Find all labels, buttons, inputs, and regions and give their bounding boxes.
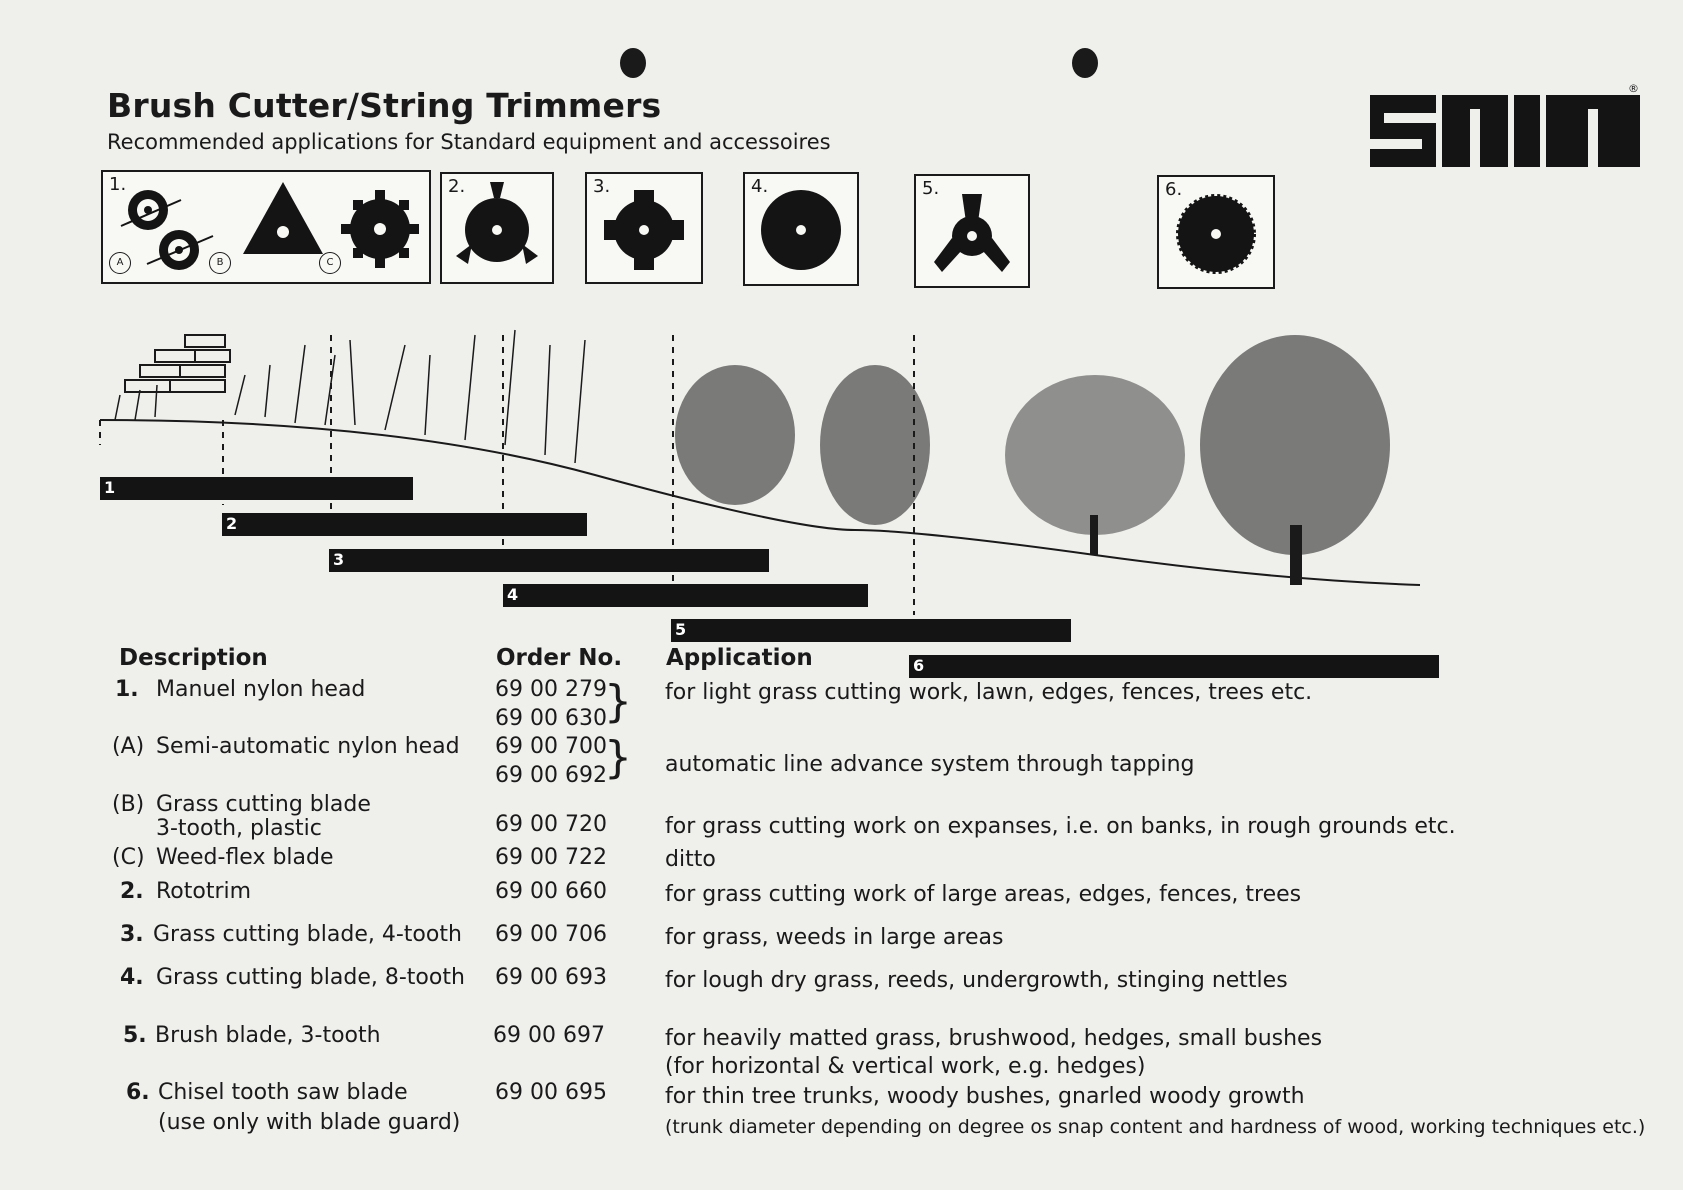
row-description: Manuel nylon head (156, 677, 366, 702)
saw-blade-icon (1159, 177, 1273, 287)
icon-label: 1. (109, 174, 127, 195)
row-description: Brush blade, 3-tooth (155, 1023, 381, 1048)
header-application: Application (666, 645, 813, 671)
row-application-line2: (for horizontal & vertical work, e.g. hedges) (665, 1054, 1146, 1079)
order-number: 69 00 700 (495, 734, 607, 759)
icon-label: 3. (593, 176, 611, 197)
row-description: Grass cutting blade, 8-tooth (156, 965, 465, 990)
order-number: 69 00 693 (495, 965, 607, 990)
row-number: 2. (120, 879, 144, 904)
row-application: for grass cutting work of large areas, edges, fences, trees (665, 882, 1302, 907)
punch-hole (1072, 48, 1098, 78)
brace: } (604, 732, 632, 783)
row-description: Grass cutting blade (156, 792, 371, 817)
icon-box-rototrim (440, 172, 554, 284)
icon-label: 4. (751, 176, 769, 197)
row-description: Chisel tooth saw blade (158, 1080, 408, 1105)
icon-box-nylon-heads (101, 170, 431, 284)
row-application: for lough dry grass, reeds, undergrowth, stinging nettles (665, 968, 1288, 993)
brush-blade-icon (916, 176, 1028, 286)
solo-logo (1370, 95, 1640, 167)
order-number: 69 00 279 (495, 677, 607, 702)
brace: } (604, 676, 632, 727)
nylon-head-icons (103, 172, 429, 282)
header-description: Description (119, 645, 268, 671)
row-description: Grass cutting blade, 4-tooth (153, 922, 462, 947)
registered-mark: ® (1628, 82, 1639, 95)
row-number: 3. (120, 922, 144, 947)
sub-label-c: C (319, 252, 341, 274)
order-number: 69 00 706 (495, 922, 607, 947)
range-bar-4: 4 (503, 584, 868, 607)
row-description: Semi-automatic nylon head (156, 734, 460, 759)
order-number: 69 00 720 (495, 812, 607, 837)
row-application: for thin tree trunks, woody bushes, gnarled woody growth (665, 1084, 1305, 1109)
four-tooth-blade-icon (587, 174, 701, 282)
row-application: for grass, weeds in large areas (665, 925, 1004, 950)
row-number: 4. (120, 965, 144, 990)
order-number: 69 00 660 (495, 879, 607, 904)
range-bar-5: 5 (671, 619, 1071, 642)
row-application: for heavily matted grass, brushwood, hedges, small bushes (665, 1026, 1323, 1051)
row-application: automatic line advance system through tapping (665, 752, 1195, 777)
order-number: 69 00 630 (495, 706, 607, 731)
row-application-line2: (trunk diameter depending on degree os snap content and hardness of wood, working techniques etc.) (665, 1116, 1646, 1138)
icon-box-brush-blade (914, 174, 1030, 288)
row-number: (C) (112, 845, 145, 870)
row-number: 6. (126, 1080, 150, 1105)
range-bar-6: 6 (909, 655, 1439, 678)
header-order-no: Order No. (496, 645, 623, 671)
row-application: for grass cutting work on expanses, i.e. on banks, in rough grounds etc. (665, 814, 1456, 839)
range-bar-2: 2 (222, 513, 587, 536)
row-number: 5. (123, 1023, 147, 1048)
row-application: ditto (665, 847, 716, 872)
rototrim-icon (442, 174, 552, 282)
sub-label-b: B (209, 252, 231, 274)
page-subtitle: Recommended applications for Standard equipment and accessoires (107, 130, 831, 154)
row-description-line2: 3-tooth, plastic (156, 816, 322, 841)
order-number: 69 00 722 (495, 845, 607, 870)
range-bar-3: 3 (329, 549, 769, 572)
order-number: 69 00 695 (495, 1080, 607, 1105)
icon-box-saw-blade (1157, 175, 1275, 289)
row-number: (B) (112, 792, 145, 817)
row-number: 1. (115, 677, 139, 702)
page-title: Brush Cutter/String Trimmers (107, 86, 662, 125)
eight-tooth-blade-icon (745, 174, 857, 284)
row-description: Weed-flex blade (156, 845, 334, 870)
icon-label: 2. (448, 176, 466, 197)
punch-hole (620, 48, 646, 78)
row-application: for light grass cutting work, lawn, edges, fences, trees etc. (665, 680, 1313, 705)
order-number: 69 00 697 (493, 1023, 605, 1048)
order-number: 69 00 692 (495, 763, 607, 788)
row-description: Rototrim (156, 879, 252, 904)
row-number: (A) (112, 734, 145, 759)
icon-box-8-tooth (743, 172, 859, 286)
row-description-line2: (use only with blade guard) (158, 1110, 461, 1135)
icon-label: 5. (922, 178, 940, 199)
sub-label-a: A (109, 252, 131, 274)
icon-box-4-tooth (585, 172, 703, 284)
range-bar-1: 1 (100, 477, 413, 500)
icon-label: 6. (1165, 179, 1183, 200)
